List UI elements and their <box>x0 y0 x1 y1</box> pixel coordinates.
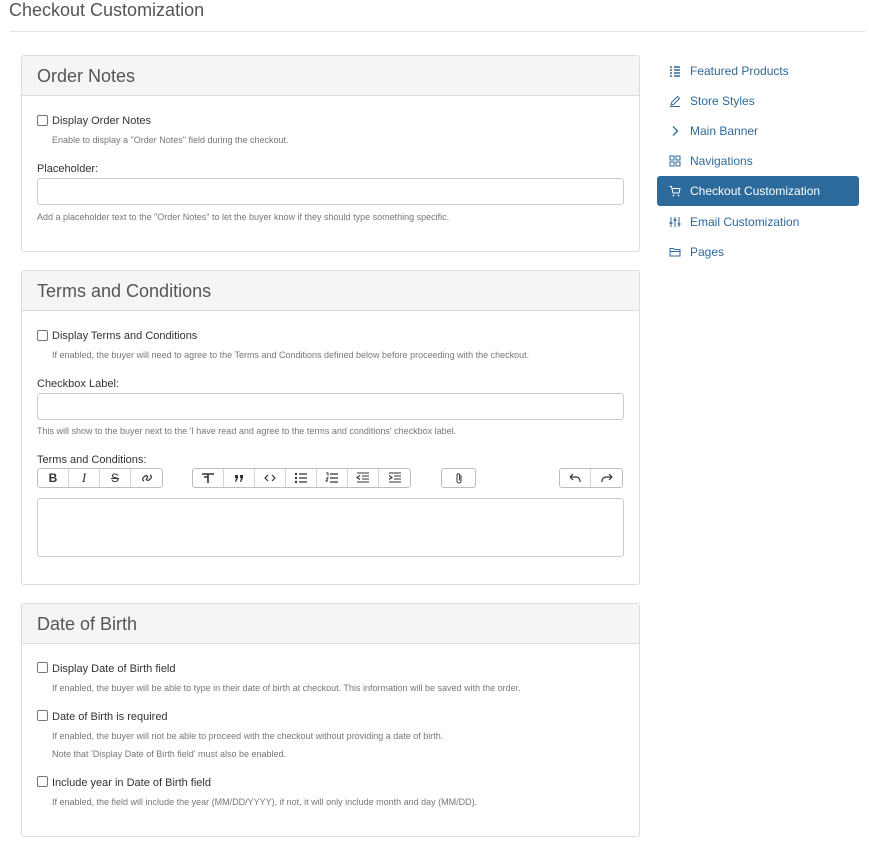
bullet-list-button[interactable] <box>286 469 317 487</box>
terms-heading: Terms and Conditions <box>22 271 639 311</box>
sidebar-item-main-banner[interactable] <box>657 116 859 146</box>
undo-icon <box>568 472 582 484</box>
display-terms-label: Display Terms and Conditions <box>52 330 198 342</box>
dob-heading: Date of Birth <box>22 604 639 644</box>
dob-year-checkbox[interactable] <box>37 776 48 787</box>
quote-button[interactable] <box>224 469 255 487</box>
sidebar-item-label: Pages <box>690 245 725 259</box>
italic-button[interactable]: I <box>69 469 100 487</box>
dob-card <box>21 603 640 837</box>
link-button[interactable] <box>131 469 162 487</box>
undo-button[interactable] <box>560 469 591 487</box>
title-divider <box>10 31 865 32</box>
sidebar-item-pages[interactable] <box>657 237 859 267</box>
checkbox-label-label: Checkbox Label: <box>37 378 119 390</box>
numbered-list-button[interactable] <box>317 469 348 487</box>
terms-editor-label: Terms and Conditions: <box>37 454 147 466</box>
display-dob-label: Display Date of Birth field <box>52 663 176 675</box>
indent-button[interactable] <box>379 469 410 487</box>
sidebar-item-label: Featured Products <box>690 64 789 78</box>
history-group <box>559 468 623 488</box>
sliders-icon <box>669 216 681 228</box>
list-icon <box>669 65 681 77</box>
paperclip-icon <box>452 472 466 484</box>
bullet-list-icon <box>294 472 308 484</box>
link-icon <box>140 472 154 484</box>
dob-year-help: If enabled, the field will include the year (MM/DD/YYYY), if not, it will only include month and day (MM/DD). <box>52 797 478 807</box>
redo-button[interactable] <box>591 469 622 487</box>
dob-required-checkbox[interactable] <box>37 710 48 721</box>
heading-button[interactable] <box>193 469 224 487</box>
sidebar-item-label: Email Customization <box>690 215 800 229</box>
strike-button[interactable]: S <box>100 469 131 487</box>
terms-card <box>21 270 640 585</box>
dob-year-label: Include year in Date of Birth field <box>52 777 211 789</box>
dob-required-note: Note that 'Display Date of Birth field' must also be enabled. <box>52 749 287 759</box>
order-notes-heading: Order Notes <box>22 56 639 96</box>
quote-icon <box>232 472 246 484</box>
sidebar-item-email-customization[interactable] <box>657 207 859 237</box>
display-terms-help: If enabled, the buyer will need to agree to the Terms and Conditions defined below before proceeding with the checkout. <box>52 350 530 360</box>
page-title: Checkout Customization <box>9 0 205 20</box>
sidebar-item-navigations[interactable] <box>657 146 859 176</box>
display-order-notes-help: Enable to display a "Order Notes" field during the checkout. <box>52 135 289 145</box>
sidebar-item-label: Checkout Customization <box>690 184 821 198</box>
sidebar-item-featured-products[interactable] <box>657 56 859 86</box>
outdent-button[interactable] <box>348 469 379 487</box>
dob-required-label: Date of Birth is required <box>52 711 168 723</box>
placeholder-label: Placeholder: <box>37 163 99 175</box>
indent-icon <box>388 472 402 484</box>
heading-icon <box>201 472 215 484</box>
code-button[interactable] <box>255 469 286 487</box>
terms-editor-area[interactable] <box>37 498 624 557</box>
sidebar-item-label: Navigations <box>690 154 753 168</box>
redo-icon <box>600 472 614 484</box>
placeholder-help: Add a placeholder text to the "Order Notes" to let the buyer know if they should type something specific. <box>37 212 450 222</box>
numbered-list-icon <box>325 472 339 484</box>
checkbox-label-help: This will show to the buyer next to the 'I have read and agree to the terms and conditions' checkbox label. <box>37 426 457 436</box>
chevron-right-icon <box>669 125 681 137</box>
sidebar-item-label: Main Banner <box>690 124 759 138</box>
display-order-notes-checkbox[interactable] <box>37 115 48 126</box>
pencil-icon <box>669 95 681 107</box>
code-icon <box>263 472 277 484</box>
text-format-group <box>37 468 163 488</box>
placeholder-input[interactable] <box>37 178 624 205</box>
display-dob-checkbox[interactable] <box>37 662 48 673</box>
editor-toolbar <box>37 468 627 490</box>
order-notes-card <box>21 55 640 252</box>
folder-icon <box>669 246 681 258</box>
cart-icon <box>669 185 681 197</box>
attach-group <box>441 468 476 488</box>
checkbox-label-input[interactable] <box>37 393 624 420</box>
block-format-group <box>192 468 411 488</box>
outdent-icon <box>356 472 370 484</box>
sidebar-item-store-styles[interactable] <box>657 86 859 116</box>
display-order-notes-label: Display Order Notes <box>52 115 152 127</box>
sidebar-item-label: Store Styles <box>690 94 755 108</box>
bold-button[interactable]: B <box>38 469 69 487</box>
dob-required-help: If enabled, the buyer will not be able to proceed with the checkout without providing a date of birth. <box>52 731 444 741</box>
display-terms-checkbox[interactable] <box>37 330 48 341</box>
sidebar-item-checkout-customization[interactable] <box>657 176 859 206</box>
display-dob-help: If enabled, the buyer will be able to type in their date of birth at checkout. This information will be saved with the order. <box>52 683 521 693</box>
grid-icon <box>669 155 681 167</box>
attach-button[interactable] <box>442 469 475 487</box>
